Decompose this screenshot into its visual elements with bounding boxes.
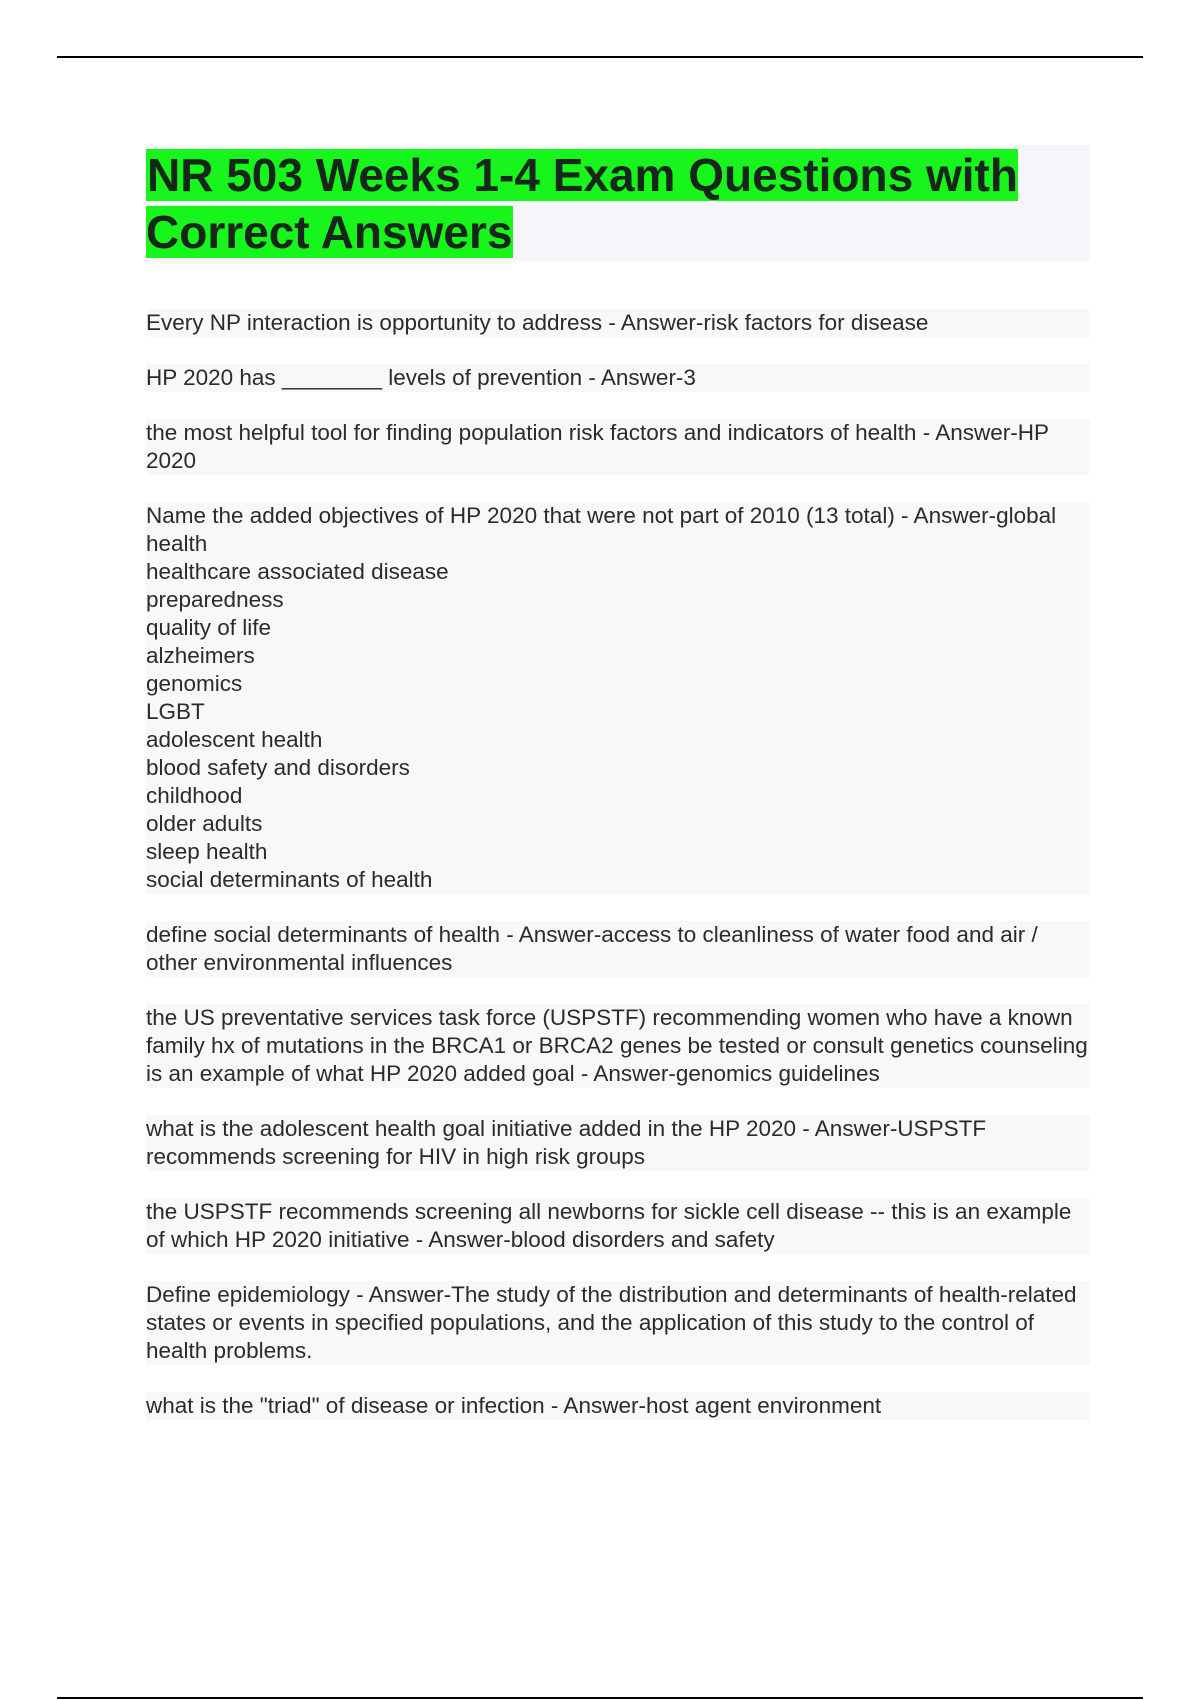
list-item: childhood bbox=[146, 783, 243, 808]
qa-item: what is the adolescent health goal initiative added in the HP 2020 - Answer-USPSTF recommends screening for HIV in high risk groups bbox=[146, 1115, 1090, 1171]
qa-item: the most helpful tool for finding population risk factors and indicators of health - Answer-HP 2020 bbox=[146, 419, 1090, 475]
list-item: LGBT bbox=[146, 699, 205, 724]
qa-item: Define epidemiology - Answer-The study of the distribution and determinants of health-related states or events in specified populations, and the application of this study to the control of health problems. bbox=[146, 1281, 1090, 1365]
list-item: genomics bbox=[146, 671, 243, 696]
list-item: sleep health bbox=[146, 839, 268, 864]
top-rule bbox=[57, 56, 1143, 58]
qa-item: what is the "triad" of disease or infection - Answer-host agent environment bbox=[146, 1392, 1090, 1420]
list-item: older adults bbox=[146, 811, 263, 836]
list-item: alzheimers bbox=[146, 643, 255, 668]
qa-item: HP 2020 has ________ levels of prevention - Answer-3 bbox=[146, 364, 1090, 392]
document-body bbox=[146, 145, 1090, 1447]
title-highlight: NR 503 Weeks 1-4 Exam Questions with Correct Answers bbox=[146, 149, 1018, 258]
qa-item: the USPSTF recommends screening all newborns for sickle cell disease -- this is an example of which HP 2020 initiative - Answer-blood disorders and safety bbox=[146, 1198, 1090, 1254]
list-item: blood safety and disorders bbox=[146, 755, 410, 780]
bottom-rule bbox=[57, 1697, 1143, 1699]
list-item: preparedness bbox=[146, 587, 284, 612]
qa-item: the US preventative services task force (USPSTF) recommending women who have a known family hx of mutations in the BRCA1 or BRCA2 genes be tested or consult genetics counseling is an example of what HP 2020 added goal - Answer-genomics guidelines bbox=[146, 1004, 1090, 1088]
list-item: social determinants of health bbox=[146, 867, 433, 892]
list-item: healthcare associated disease bbox=[146, 559, 449, 584]
page-title bbox=[146, 147, 1090, 261]
list-item: quality of life bbox=[146, 615, 272, 640]
list-item: adolescent health bbox=[146, 727, 323, 752]
qa-item: Every NP interaction is opportunity to address - Answer-risk factors for disease bbox=[146, 309, 1090, 337]
title-block bbox=[146, 145, 1090, 261]
qa-question: Name the added objectives of HP 2020 that were not part of 2010 (13 total) - Answer-global health bbox=[146, 503, 1057, 556]
qa-item-objectives bbox=[146, 502, 1090, 894]
qa-item: define social determinants of health - Answer-access to cleanliness of water food and air / other environmental influences bbox=[146, 921, 1090, 977]
